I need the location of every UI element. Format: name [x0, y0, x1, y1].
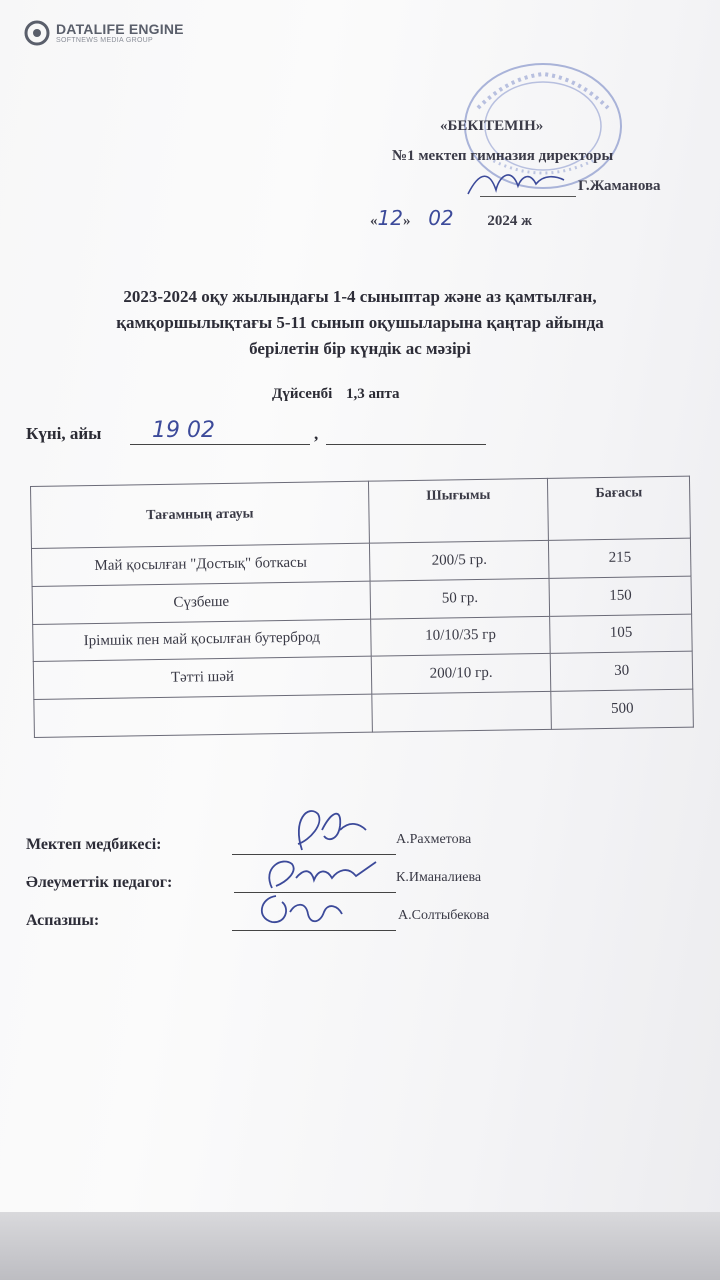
staff-name: А.Рахметова — [396, 832, 472, 847]
staff-role: Әлеуметтік педагог: — [26, 874, 173, 891]
approval-month: 02 — [428, 206, 454, 230]
title-line-1: 2023-2024 оқу жылындағы 1-4 сыныптар және аз қамтылған, — [123, 287, 597, 306]
dish-price: 150 — [549, 576, 691, 616]
staff-name: К.Иманалиева — [396, 870, 482, 885]
approval-heading: «БЕКІТЕМІН» — [440, 118, 544, 134]
staff-role: Аспазшы: — [26, 912, 100, 929]
watermark-text — [56, 22, 184, 45]
header-yield: Шығымы — [368, 478, 549, 543]
director-signature — [460, 164, 570, 204]
total-price: 500 — [551, 689, 693, 729]
watermark — [24, 20, 184, 46]
dish-name: Сүзбеше — [32, 581, 370, 624]
approval-year: 2024 ж — [487, 213, 533, 229]
page-title — [20, 284, 700, 362]
director-position: №1 мектеп гимназия директоры — [392, 148, 614, 164]
dish-price: 30 — [551, 652, 693, 692]
weekday: Дүйсенбі — [272, 386, 333, 402]
header-price: Бағасы — [548, 476, 691, 540]
menu-table — [30, 476, 694, 738]
approval-date — [370, 206, 532, 230]
dish-yield: 50 гр. — [370, 578, 550, 619]
watermark-subtitle: SOFTNEWS MEDIA GROUP — [56, 36, 154, 44]
dish-name — [34, 694, 372, 737]
date-line — [130, 444, 310, 445]
title-line-3: берілетін бір күндік ас мәзірі — [249, 339, 471, 358]
nurse-signature — [262, 800, 372, 856]
staff-role: Мектеп медбикесі: — [26, 836, 162, 853]
cook-signature — [246, 888, 346, 932]
dish-price: 105 — [550, 614, 692, 654]
open-quote: « — [370, 213, 378, 229]
watermark-title: DATALIFE ENGINE — [56, 20, 184, 37]
table-header-row — [31, 476, 691, 548]
day-info — [272, 386, 400, 403]
dle-logo-icon — [24, 20, 50, 46]
approval-day: 12 — [377, 206, 403, 230]
date-field — [26, 418, 319, 444]
dish-yield — [372, 692, 552, 733]
signature-line — [480, 196, 576, 197]
director-name: Г.Жаманова — [578, 178, 661, 194]
close-quote: » — [402, 213, 411, 229]
dish-name: Тәтті шәй — [33, 657, 371, 700]
staff-name: А.Солтыбекова — [398, 908, 490, 923]
dish-yield: 200/5 гр. — [369, 540, 549, 581]
date-comma: , — [314, 424, 319, 443]
background-surface — [0, 1212, 720, 1280]
title-line-2: қамқоршылықтағы 5-11 сынып оқушыларына қаңтар айында — [116, 313, 604, 332]
date-line-2 — [326, 444, 486, 445]
header-dish-name: Тағамның атауы — [31, 481, 370, 548]
dish-yield: 200/10 гр. — [371, 654, 551, 695]
date-label: Күні, айы — [26, 424, 102, 443]
week-number: 1,3 апта — [346, 386, 400, 402]
dish-yield: 10/10/35 гр — [370, 616, 550, 657]
dish-name: Май қосылған "Достық" боткасы — [31, 543, 369, 586]
dish-name: Ірімшік пен май қосылған бутерброд — [33, 619, 371, 662]
dish-price: 215 — [549, 538, 691, 578]
date-value: 19 02 — [152, 418, 215, 443]
